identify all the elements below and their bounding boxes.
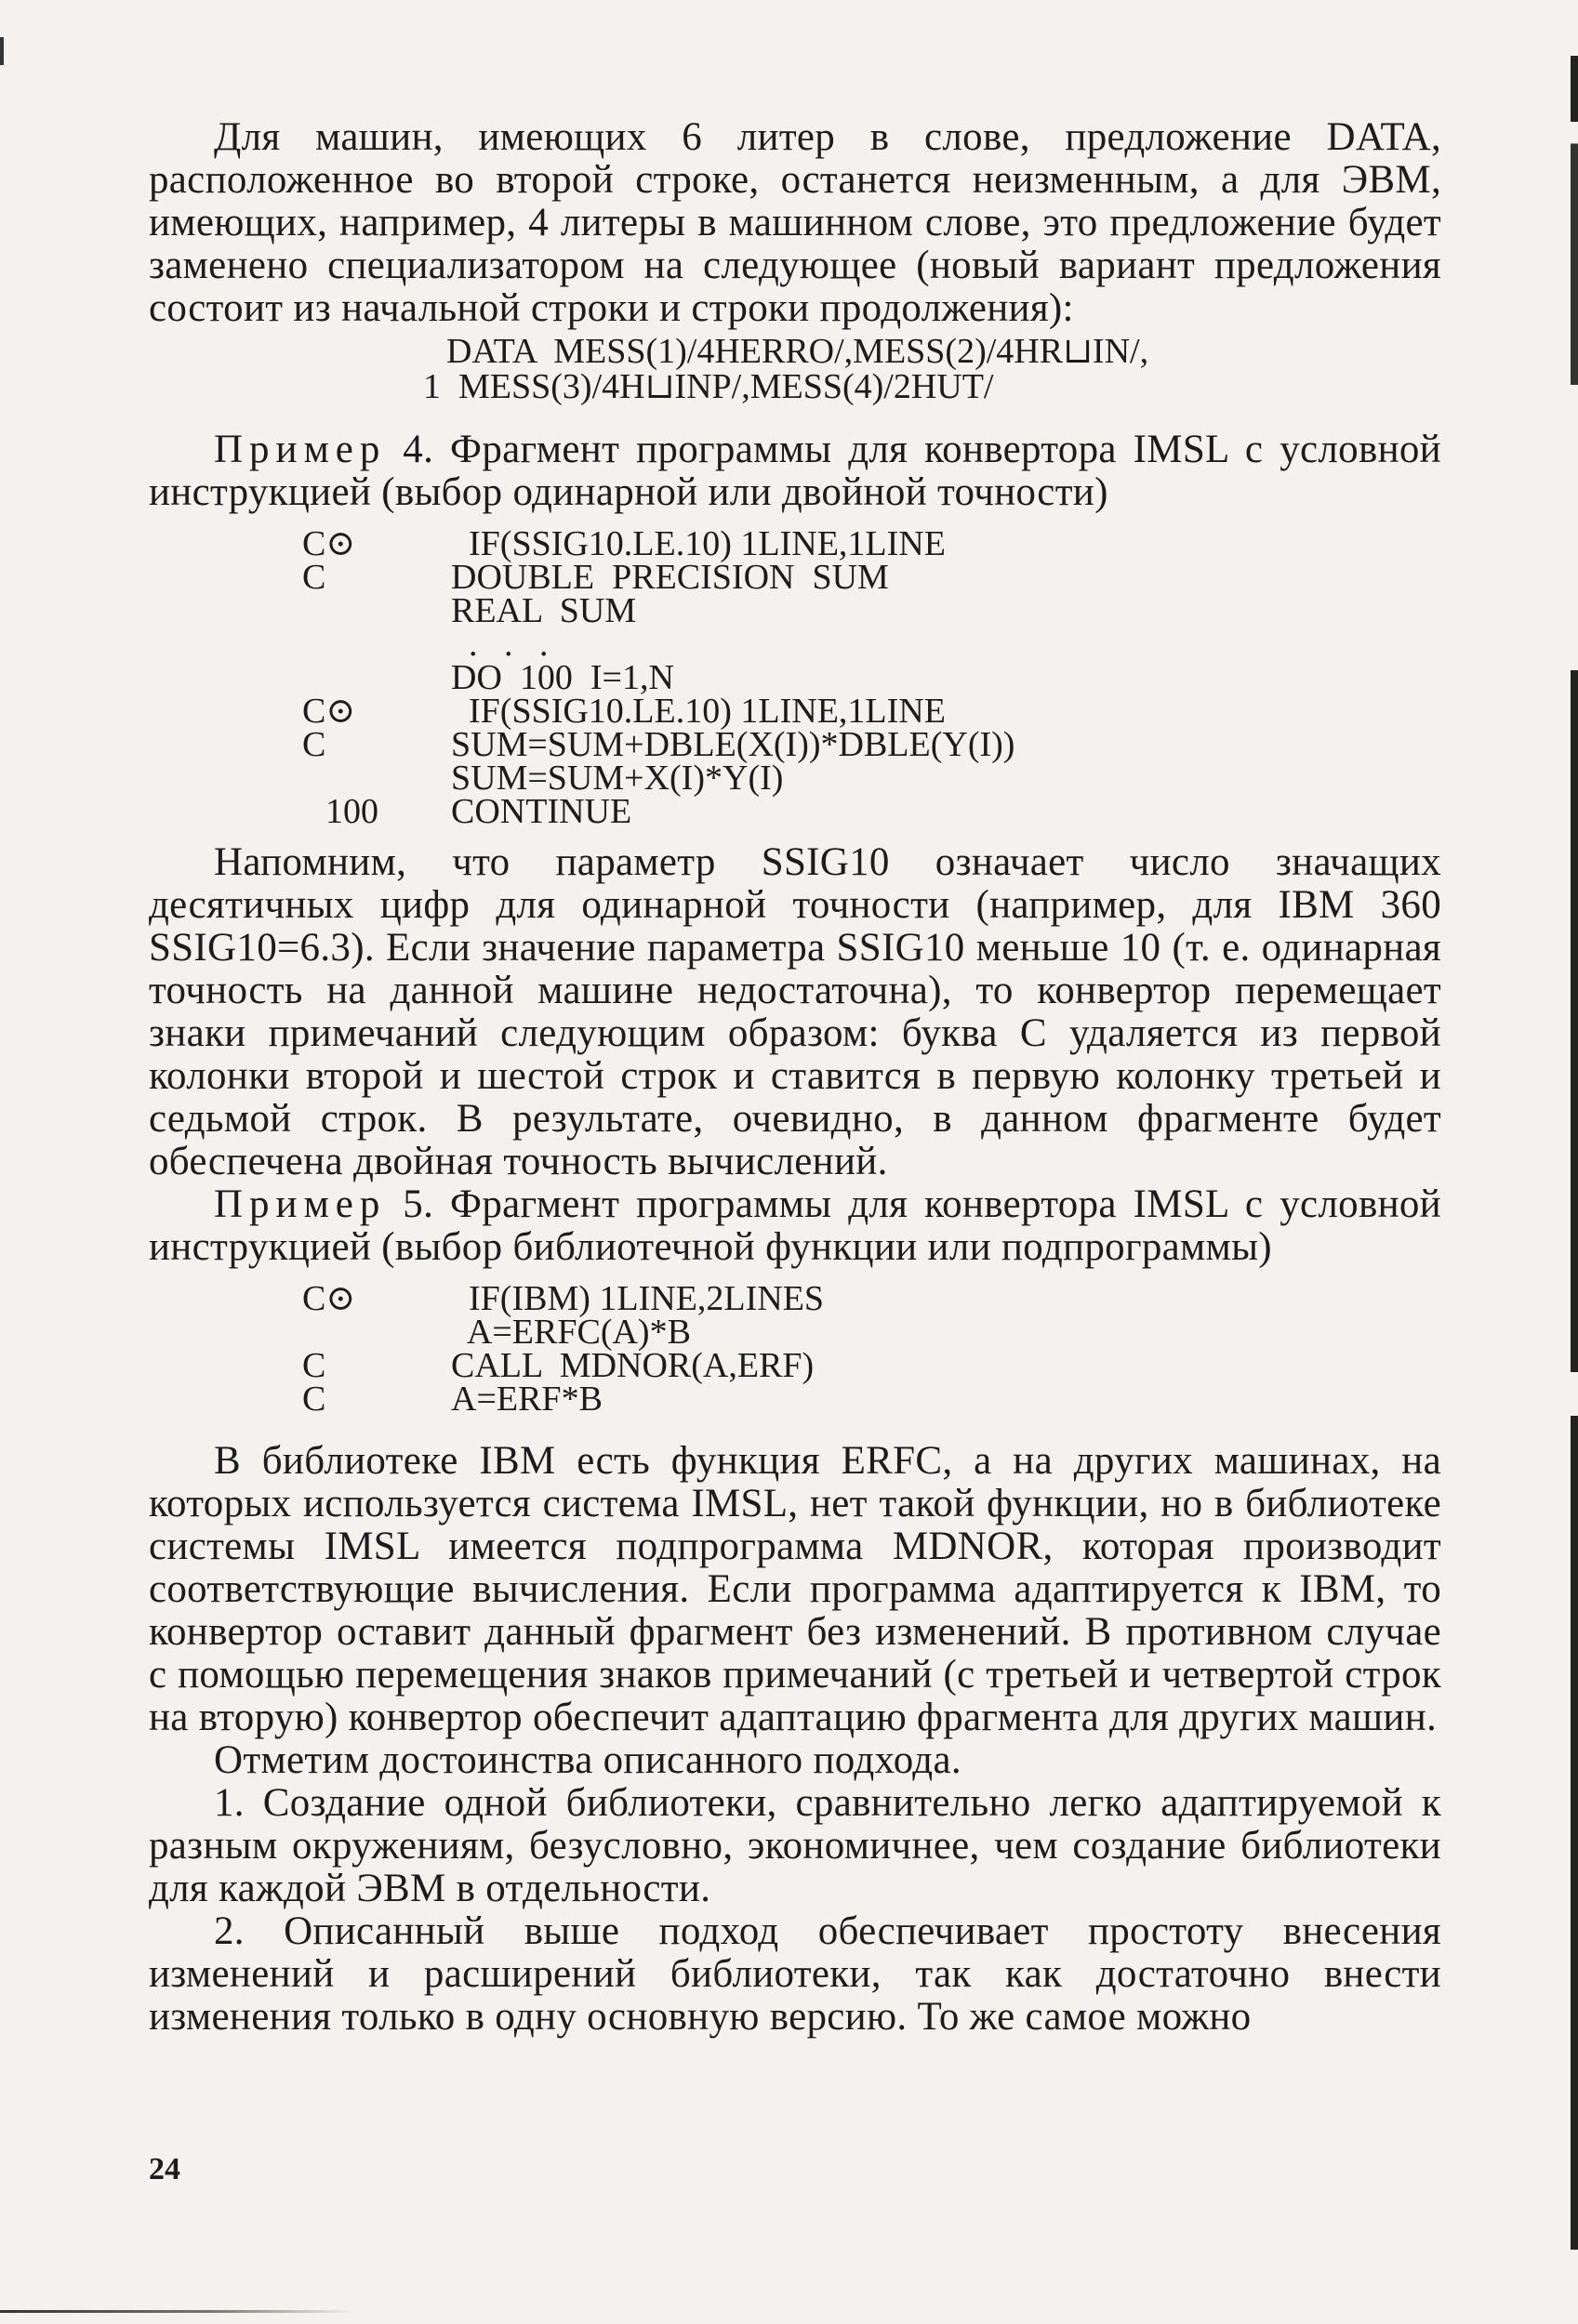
comment-marker: C: [302, 725, 326, 764]
code-line: [149, 1346, 1441, 1385]
comment-marker: C: [302, 558, 326, 597]
code-statement: SUM=SUM+X(I)*Y(I): [451, 759, 784, 798]
code-line: 1 MESS(3)/4H⊔INP/,MESS(4)/2HUT/: [423, 367, 994, 406]
code-statement: IF(SSIG10.LE.10) 1LINE,1LINE: [451, 692, 946, 731]
paragraph-ssig10: Напомним, что параметр SSIG10 означает число значащих десятичных цифр для одинарной точности (например, для IBM 360 SSIG10=6.3). Если значение параметра SSIG10 меньше 10 (т. е. одинарная точность на данной машине недостаточна), то конвертор перемещает знаки примечаний следующим образом: буква C удаляется из первой колонки второй и шестой строк и ставится в первую колонку третьей и седьмой строк. В результате, очевидно, в данном фрагменте будет обеспечена двойная точность вычислений.: [149, 840, 1441, 1183]
paragraph-data-statement: Для машин, имеющих 6 литер в слове, предложение DATA, расположенное во второй строке, останется неизменным, а для ЭВМ, имеющих, например, 4 литеры в машинном слове, это предложение будет заменено специализатором на следующее (новый вариант предложения состоит из начальной строки и строки продолжения):: [149, 115, 1441, 330]
scan-bottom-mark: [0, 2310, 353, 2313]
code-line: [149, 792, 1441, 831]
example-text: 4. Фрагмент программы для конвертора IMSL с условной инструкцией (выбор одинарной или двойной точности): [149, 428, 1441, 514]
code-line: [149, 658, 1441, 697]
code-line: DATA MESS(1)/4HERRO/,MESS(2)/4HR⊔IN/,: [446, 332, 1149, 371]
code-line: [149, 1279, 1441, 1318]
page-number: 24: [149, 2152, 180, 2186]
code-line: [149, 1380, 1441, 1419]
code-line: [149, 558, 1441, 597]
code-statement: IF(IBM) 1LINE,2LINES: [451, 1279, 825, 1318]
example-5-code: [149, 1279, 1441, 1419]
code-statement: DOUBLE PRECISION SUM: [451, 558, 889, 597]
code-statement: A=ERFC(A)*B: [451, 1313, 691, 1352]
paragraph-ibm-library: В библиотеке IBM есть функция ERFC, а на других машинах, на которых используется система IMSL, нет такой функции, но в библиотеке системы IMSL имеется подпрограмма MDNOR, которая производит соответствующие вычисления. Если программа адаптируется к IBM, то конвертор оставит данный фрагмент без изменений. В противном случае с помощью перемещения знаков примечаний (с третьей и четвертой строк на вторую) конвертор обеспечит адаптацию фрагмента для других машин.: [149, 1439, 1441, 1739]
comment-marker: [149, 627, 451, 661]
example-4-code: [149, 524, 1441, 831]
scan-edge-shadow: [1571, 56, 1578, 2250]
paragraph-advantage-2: 2. Описанный выше подход обеспечивает простоту внесения изменений и расширений библиотеки, так как достаточно внести изменения только в одну основную версию. То же самое можно: [149, 1909, 1441, 2039]
code-line: [149, 759, 1441, 798]
data-statement-code: [149, 334, 1441, 404]
comment-marker: [149, 661, 451, 694]
code-line: [149, 692, 1441, 731]
comment-marker: C⊙: [302, 692, 356, 731]
comment-marker: C⊙: [302, 524, 356, 563]
code-statement: . . .: [451, 625, 549, 664]
comment-marker: C: [302, 1380, 326, 1419]
paragraph-advantage-1: 1. Создание одной библиотеки, сравнительно легко адаптируемой к разным окружениям, безусловно, экономичнее, чем создание библиотеки для каждой ЭВМ в отдельности.: [149, 1781, 1441, 1910]
example-5-heading: [149, 1183, 1441, 1269]
example-4-heading: [149, 429, 1441, 514]
code-statement: A=ERF*B: [451, 1380, 603, 1419]
comment-marker: [149, 761, 451, 795]
page-body: [149, 116, 1441, 2039]
code-statement: IF(SSIG10.LE.10) 1LINE,1LINE: [451, 524, 946, 563]
code-statement: DO 100 I=1,N: [451, 658, 674, 697]
code-line: [149, 725, 1441, 764]
code-line: [149, 625, 1441, 664]
code-statement: CONTINUE: [451, 792, 632, 831]
code-statement: REAL SUM: [451, 591, 637, 630]
comment-marker: 100: [325, 792, 378, 831]
comment-marker: C⊙: [302, 1279, 356, 1318]
paragraph-advantages-intro: Отметим достоинства описанного подхода.: [214, 1738, 961, 1782]
code-statement: CALL MDNOR(A,ERF): [451, 1346, 815, 1385]
comment-marker: C: [302, 1346, 326, 1385]
example-text: 5. Фрагмент программы для конвертора IMSL с условной инструкцией (выбор библиотечной функции или подпрограммы): [149, 1182, 1441, 1269]
code-line: [149, 1313, 1441, 1352]
example-label: Пример: [214, 1182, 387, 1226]
code-statement: SUM=SUM+DBLE(X(I))*DBLE(Y(I)): [451, 725, 1015, 764]
example-label: Пример: [214, 428, 387, 471]
code-line: [149, 524, 1441, 563]
code-line: [149, 591, 1441, 630]
scan-edge-mark: [0, 37, 4, 65]
comment-marker: [149, 594, 451, 627]
comment-marker: [149, 1315, 451, 1349]
